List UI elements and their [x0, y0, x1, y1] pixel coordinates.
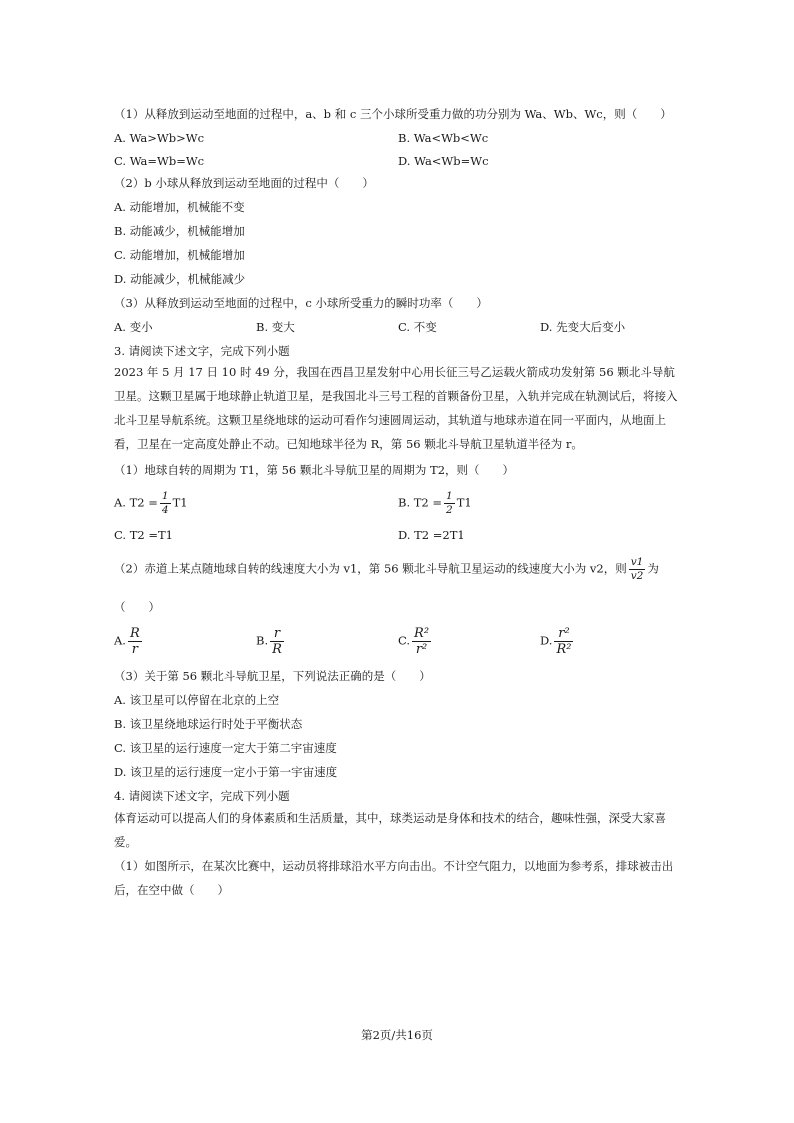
q4-title: 4. 请阅读下述文字，完成下列小题	[114, 789, 290, 803]
q4-passage: 体育运动可以提高人们的身体素质和生活质量，其中，球类运动是身体和技术的结合，趣味性强，深受大家喜爱。	[114, 811, 666, 849]
q3-sub3-option-c: C. 该卫星的运行速度一定大于第二宇宙速度	[114, 741, 337, 755]
page-footer: 第2页/共16页	[361, 1028, 433, 1042]
q2-sub1-option-c: C. Wa=Wb=Wc	[114, 154, 205, 168]
q3-sub2-stem: （2）赤道上某点随地球自转的线速度大小为 v1，第 56 颗北斗导航卫星运动的线速度大小为 v2，则 $\frac{v1}{v2}$ 为	[114, 556, 659, 582]
fraction: $\frac{R}{r}$	[129, 626, 140, 657]
q2-sub3-option-a: A. 变小	[114, 320, 153, 334]
fraction: $\frac{1}{2}$	[446, 490, 453, 516]
q3-sub3-option-d: D. 该卫星的运行速度一定小于第一宇宙速度	[114, 765, 338, 779]
fraction: $\frac{\text{R²}}{\text{r²}}$	[414, 626, 430, 657]
q2-sub2-option-c: C. 动能增加，机械能增加	[114, 248, 245, 262]
q2-sub1-option-d: D. Wa<Wb=Wc	[398, 154, 489, 168]
q3-passage: 2023 年 5 月 17 日 10 时 49 分，我国在西昌卫星发射中心用长征三号乙运载火箭成功发射第 56 颗北斗导航卫星。这颗卫星属于地球静止轨道卫星，是我国北斗三号工程的首颗备份卫星，入轨并完成在轨测试后，将接入北斗卫星导航系统。这颗卫星绕地球的运动可看作匀速圆周运动，其轨道与地球赤道在同一平面内，从地面上看，卫星在一定高度处静止不动。已知地球半径为 R，第 56 颗北斗导航卫星轨道半径为 r。	[114, 365, 678, 451]
q3-sub3-option-b: B. 该卫星绕地球运行时处于平衡状态	[114, 717, 303, 731]
fraction: $\frac{\text{r²}}{\text{R²}}$	[556, 626, 572, 657]
q2-sub3-option-c: C. 不变	[398, 320, 437, 334]
q4-sub1-stem: （1）如图所示，在某次比赛中，运动员将排球沿水平方向击出。不计空气阻力，以地面为参考系，排球被击出后，在空中做（ ）	[114, 859, 674, 897]
q3-sub1-option-d: D. T2 =2T1	[398, 528, 465, 542]
q3-sub1-option-c: C. T2 =T1	[114, 528, 173, 542]
q2-sub2-stem: （2）b 小球从释放到运动至地面的过程中（ ）	[114, 176, 374, 190]
fraction: $\frac{v1}{v2}$	[630, 556, 644, 582]
q2-sub3-stem: （3）从释放到运动至地面的过程中，c 小球所受重力的瞬时功率（ ）	[114, 296, 488, 310]
q3-sub2-option-a: A. $\frac{R}{r}$	[114, 626, 140, 657]
q3-sub2-option-d: D. $\frac{\text{r²}}{\text{R²}}$	[540, 626, 572, 657]
q2-sub1-option-b: B. Wa<Wb<Wc	[398, 131, 489, 145]
q2-sub2-option-d: D. 动能减少，机械能减少	[114, 272, 246, 286]
q2-sub1-option-a: A. Wa>Wb>Wc	[114, 131, 205, 145]
q2-sub2-option-a: A. 动能增加，机械能不变	[114, 200, 245, 214]
q2-sub3-option-d: D. 先变大后变小	[540, 320, 626, 334]
q2-sub2-option-b: B. 动能减少，机械能增加	[114, 224, 245, 238]
fraction: $\frac{r}{R}$	[272, 626, 282, 657]
q3-sub2-blank: （ ）	[114, 600, 160, 614]
fraction: $\frac{1}{4}$	[161, 490, 169, 516]
q2-sub1-stem: （1）从释放到运动至地面的过程中，a、b 和 c 三个小球所受重力做的功分别为 Wa、Wb、Wc，则（ ）	[114, 107, 672, 121]
q3-sub3-stem: （3）关于第 56 颗北斗导航卫星，下列说法正确的是（ ）	[114, 669, 431, 683]
q3-sub3-option-a: A. 该卫星可以停留在北京的上空	[114, 693, 280, 707]
q3-sub1-option-a: A. T2 = $\frac{1}{4}$ T1	[114, 490, 188, 516]
q3-sub2-option-c: C. $\frac{\text{R²}}{\text{r²}}$	[398, 626, 430, 657]
q2-sub3-option-b: B. 变大	[256, 320, 295, 334]
q3-title: 3. 请阅读下述文字，完成下列小题	[114, 344, 290, 358]
q3-sub1-option-b: B. T2 = $\frac{1}{2}$ T1	[398, 490, 472, 516]
q3-sub1-stem: （1）地球自转的周期为 T1，第 56 颗北斗导航卫星的周期为 T2，则（ ）	[114, 463, 515, 477]
q3-sub2-option-b: B. $\frac{r}{R}$	[256, 626, 282, 657]
